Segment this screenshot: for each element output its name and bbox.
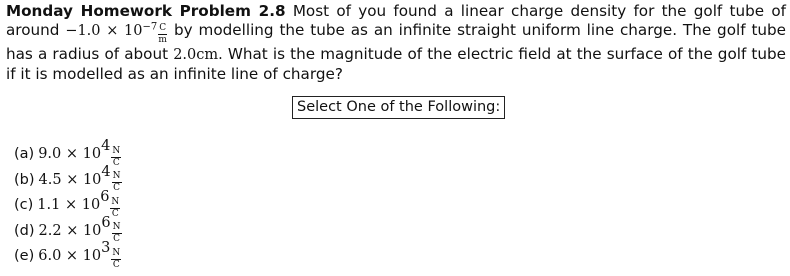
option-exponent: 6 [100,189,110,206]
problem-statement [6,2,786,84]
option-value: 9.0 × 10 [38,146,102,162]
option-unit: $\frac{N}{C}$ [112,171,121,194]
option-label: (a) [14,146,35,162]
option-value: 2.2 × 10 [38,222,102,239]
option-value: 1.1 × 10 [37,197,101,213]
option-unit: $\frac{N}{C}$ [112,222,121,245]
option-exponent: 4 [101,138,111,155]
answer-options [14,138,123,272]
select-one-prompt: Select One of the Following: [292,96,505,119]
radius-value: 2.0cm. [173,46,223,63]
problem-title: Monday Homework Problem 2.8 [6,2,286,20]
option-label: (b) [14,171,35,188]
option-unit: $\frac{N}{C}$ [112,145,121,168]
problem-text-part1: Most of you found a linear charge density for the golf tube of around [6,2,786,39]
option-exponent: 6 [101,214,111,231]
option-value: 4.5 × 10 [38,171,102,188]
charge-density-exponent: −7 [142,21,158,33]
problem-text-part3: What is the magnitude of the electric field at the surface of the golf tube if it is modelled as an infinite line of charge? [6,44,786,83]
option-unit: $\frac{N}{C}$ [111,196,120,219]
option-exponent: 3 [101,240,111,257]
option-label: (d) [14,222,35,239]
option-value: 6.0 × 10 [38,248,102,264]
option-exponent: 4 [101,163,111,180]
option-unit: $\frac{N}{C}$ [112,247,121,270]
option-label: (c) [14,197,34,213]
option-label: (e) [14,248,35,264]
charge-density-value: $-1.0 \times 10^{-7}$ [65,21,158,39]
option-e[interactable] [14,240,123,272]
problem-text-part2: by modelling the tube as an infinite straight uniform line charge. The golf tube has a radius of about [6,21,787,63]
charge-density-unit: $\frac{C}{m}$ [158,22,167,45]
